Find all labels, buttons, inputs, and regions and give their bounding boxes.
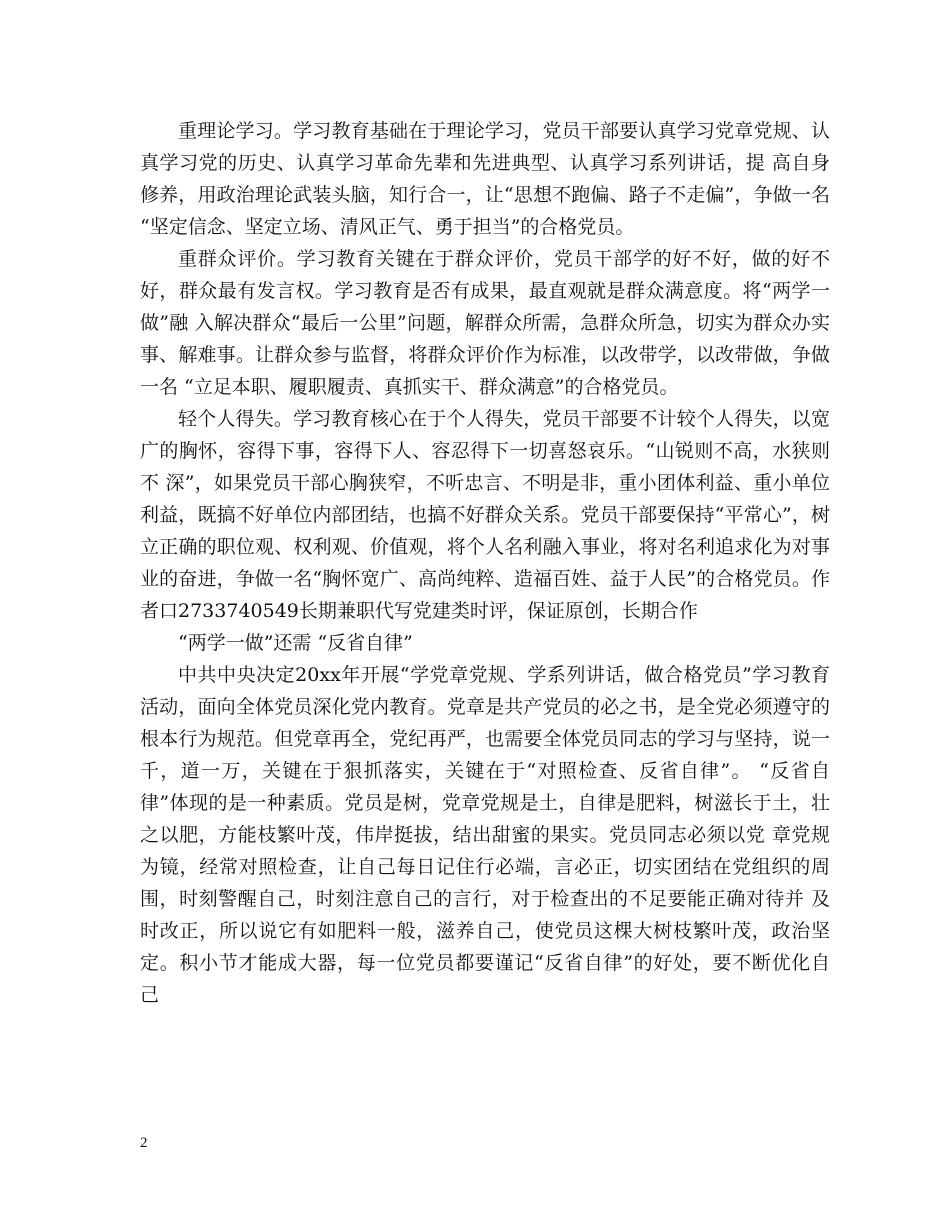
page-number: 2 [140,1135,148,1151]
paragraph-personal-gain: 轻个人得失。学习教育核心在于个人得失，党员干部要不计较个人得失，以宽广的胸怀，容得下事，容得下人、容忍得下一切喜怒哀乐。“山锐则不高，水狭则不 深”，如果党员干部心胸狭窄，不听忠言、不明是非，重小团体利益、重小单位利益，既搞不好单位内部团结，也搞不好群众关系。党员干部要保持“平常心”，树 立正确的职位观、权利观、价值观，将个人名利融入事业，将对名利追求化为对事业的奋进，争做一名“胸怀宽广、高尚纯粹、造福百姓、益于人民”的合格党员。作者口2733740549长期兼职代写党建类时评，保证原创，长期合作 [140,408,830,622]
body-text [140,115,830,1011]
section-heading: “两学一做”还需 “反省自律” [178,632,413,654]
paragraph-theory-study: 重理论学习。学习教育基础在于理论学习，党员干部要认真学习党章党规、认真学习党的历史、认真学习革命先辈和先进典型、认真学习系列讲话，提 高自身修养，用政治理论武装头脑，知行合一，让“思想不跑偏、路子不走偏”，争做一名 “坚定信念、坚定立场、清风正气、勇于担当”的合格党员。 [140,120,830,238]
paragraph-self-discipline: 中共中央决定20xx年开展“学党章党规、学系列讲话，做合格党员”学习教育活动，面向全体党员深化党内教育。党章是共产党员的必之书，是全党必须遵守的 根本行为规范。但党章再全，党纪再严，也需要全体党员同志的学习与坚持，说一千，道一万，关键在于狠抓落实，关键在于“对照检查、反省自律”。 “反省自律”体现的是一种素质。党员是树，党章党规是土，自律是肥料，树滋长于土，壮之以肥，方能枝繁叶茂，伟岸挺拔，结出甜蜜的果实。党员同志必须以党 章党规为镜，经常对照检查，让自己每日记住行必端，言必正，切实团结在党组织的周围，时刻警醒自己，时刻注意自己的言行，对于检查出的不足要能正确对待并 及时改正，所以说它有如肥料一般，滋养自己，使党员这棵大树枝繁叶茂，政治坚定。积小节才能成大器，每一位党员都要谨记“反省自律”的好处，要不断优化自 己 [140,664,830,1006]
paragraph-mass-evaluation: 重群众评价。学习教育关键在于群众评价，党员干部学的好不好，做的好不好，群众最有发言权。学习教育是否有成果，最直观就是群众满意度。将“两学一做”融 入解决群众“最后一公里”问题，解群众所需，急群众所急，切实为群众办实事、解难事。让群众参与监督，将群众评价作为标准，以改带学，以改带做，争做一名 “立足本职、履职履责、真抓实干、群众满意”的合格党员。 [140,248,830,398]
